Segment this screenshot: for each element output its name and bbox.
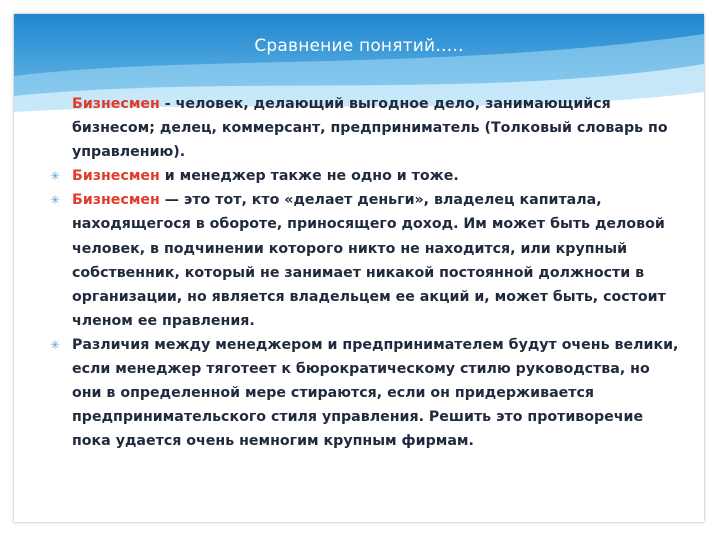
term-businessman: Бизнесмен: [72, 168, 160, 185]
paragraph-not-same: [50, 164, 680, 188]
bullet-icon: ✳: [50, 337, 61, 352]
paragraph-makes-money: [50, 188, 680, 333]
slide-title: Сравнение понятий…..: [254, 36, 464, 56]
slide-content: [50, 92, 680, 453]
paragraph-differences: [50, 333, 680, 453]
paragraph-text: Различия между менеджером и предпринимателем будут очень велики, если менеджер тяготеет к бюрократическому стилю руководства, но они в определенной мере стираются, если он придерживается предпринимательского стиля управления. Решить это противоречие пока удается очень немногим крупным фирмам.: [72, 336, 679, 450]
bullet-icon: ✳: [50, 193, 61, 208]
term-businessman: Бизнесмен: [72, 96, 160, 112]
bullet-icon: ✳: [50, 169, 61, 184]
term-businessman: Бизнесмен: [72, 192, 160, 209]
paragraph-text: и менеджер также не одно и тоже.: [159, 168, 459, 185]
paragraph-text: — это тот, кто «делает деньги», владелец капитала, находящегося в обороте, приносящего доход. Им может быть деловой человек, в подчинении которого никто не находится, или крупный собственник, который не занимает никакой постоянной должности в организации, но является владельцем ее акций и, может быть, состоит членом ее правления.: [72, 192, 666, 329]
paragraph-text: - человек, делающий выгодное дело, занимающийся бизнесом; делец, коммерсант, предприниматель (Толковый словарь по управлению).: [72, 96, 668, 161]
paragraph-definition: [50, 92, 680, 164]
slide: [14, 14, 704, 522]
